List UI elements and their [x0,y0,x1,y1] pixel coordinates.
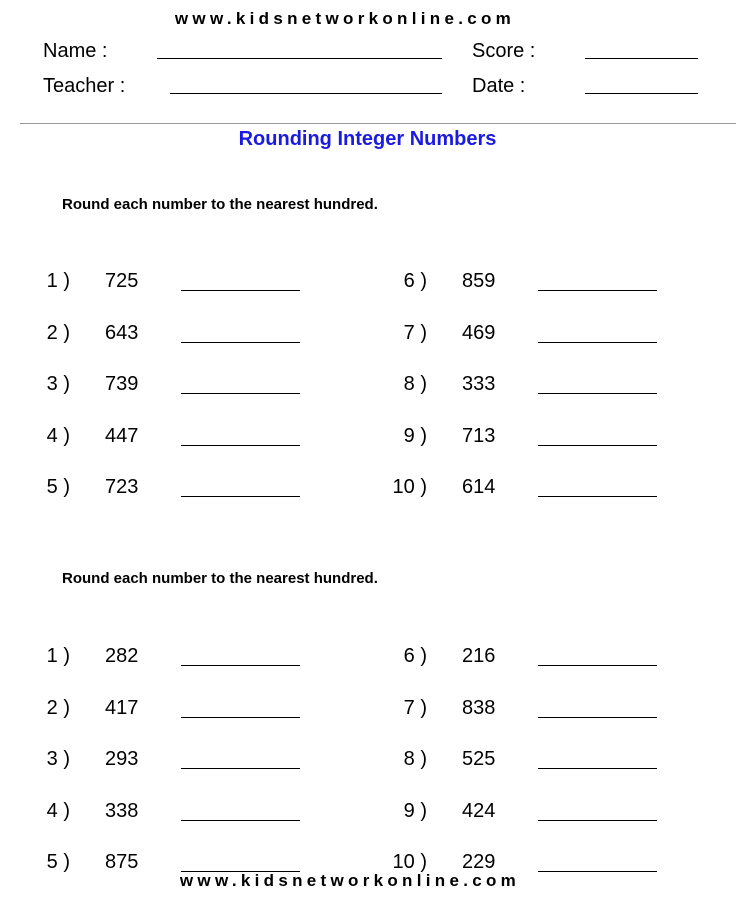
date-label: Date : [472,75,526,97]
problem-number: 3 ) [46,748,70,771]
problem-value: 713 [462,424,496,447]
problem-number: 9 ) [403,799,427,822]
problem-value: 424 [462,799,496,822]
answer-line[interactable] [538,445,657,446]
instruction-text: Round each number to the nearest hundred. [62,196,378,213]
date-field-line[interactable] [585,93,698,94]
worksheet-title: Rounding Integer Numbers [238,128,497,150]
answer-line[interactable] [181,768,300,769]
problem-number: 6 ) [403,645,427,667]
problem-value: 338 [105,799,139,822]
problem-number: 8 ) [403,748,427,771]
teacher-field-line[interactable] [170,93,442,94]
problem-value: 447 [105,424,139,447]
site-url-header: www.kidsnetworkonline.com [174,9,516,28]
problem-number: 7 ) [403,321,427,344]
problem-value: 417 [105,696,139,719]
problem-number: 9 ) [403,424,427,447]
problem-number: 2 ) [46,696,70,719]
problem-number: 5 ) [46,851,70,874]
problem-number: 10 ) [392,476,427,499]
answer-line[interactable] [181,445,300,446]
problem-value: 525 [462,748,496,771]
answer-line[interactable] [538,496,657,497]
answer-line[interactable] [181,717,300,718]
answer-line[interactable] [181,290,300,291]
answer-line[interactable] [181,342,300,343]
name-field-line[interactable] [157,58,442,59]
problem-value: 333 [462,373,496,396]
answer-line[interactable] [181,393,300,394]
problem-value: 859 [462,270,496,292]
problem-number: 7 ) [403,696,427,719]
name-label: Name : [43,40,108,62]
problem-number: 1 ) [46,270,70,292]
instruction-text: Round each number to the nearest hundred. [62,570,378,587]
answer-line[interactable] [538,717,657,718]
site-url-footer: www.kidsnetworkonline.com [179,871,521,890]
answer-line[interactable] [538,665,657,666]
answer-line[interactable] [538,820,657,821]
problem-number: 4 ) [46,424,70,447]
answer-line[interactable] [181,496,300,497]
problem-value: 643 [105,321,139,344]
problem-value: 216 [462,645,496,667]
problem-number: 2 ) [46,321,70,344]
answer-line[interactable] [181,820,300,821]
score-label: Score : [472,40,536,62]
problem-value: 469 [462,321,496,344]
problem-number: 8 ) [403,373,427,396]
problem-number: 3 ) [46,373,70,396]
answer-line[interactable] [181,665,300,666]
problem-number: 5 ) [46,476,70,499]
problem-value: 723 [105,476,139,499]
score-field-line[interactable] [585,58,698,59]
problem-value: 293 [105,748,139,771]
problem-number: 1 ) [46,645,70,667]
problem-value: 229 [462,851,496,874]
answer-line[interactable] [538,768,657,769]
teacher-label: Teacher : [43,75,126,97]
header-divider [20,123,736,124]
problem-number: 10 ) [392,851,427,874]
problem-value: 614 [462,476,496,499]
problem-value: 875 [105,851,139,874]
answer-line[interactable] [538,393,657,394]
problem-value: 838 [462,696,496,719]
problem-number: 6 ) [403,270,427,292]
answer-line[interactable] [538,342,657,343]
problem-number: 4 ) [46,799,70,822]
problem-value: 282 [105,645,139,667]
problem-value: 725 [105,270,139,292]
problem-value: 739 [105,373,139,396]
answer-line[interactable] [538,290,657,291]
